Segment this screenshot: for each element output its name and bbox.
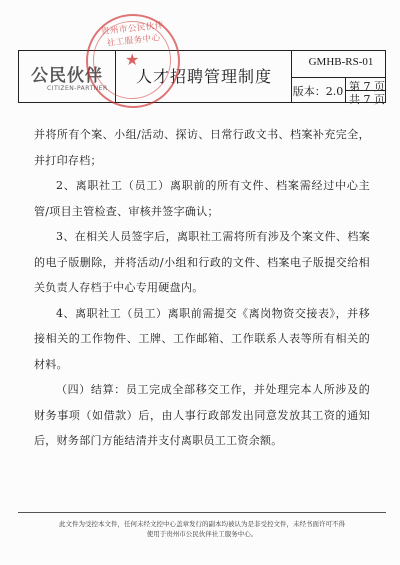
footer-line-1: 此文件为受控本文件，任何未经文控中心盖章发行的副本均被认为是非受控文件，未经书面许可不得: [59, 520, 345, 528]
paragraph-4: 4、离职社工（员工）离职前需提交《离岗物资交接表》，并移接相关的工作物件、工牌、工作邮箱、工作联系人表等所有相关的材料。: [34, 306, 370, 371]
paragraph-3: 3、在相关人员签字后，离职社工需将所有涉及个案文件、档案的电子版删除，并将活动/小组和行政的文件、档案电子版提交给相关负责人存档于中心专用硬盘内。: [34, 230, 370, 294]
logo-subtext: CITIZEN-PARTNER: [47, 85, 108, 92]
seal-text: 贵州市公民伙伴社工服务中心: [100, 20, 165, 49]
document-body: [34, 122, 370, 454]
paragraph-continuation: 并将所有个案、小组/活动、探访、日常行政文书、档案补充完全，并打印存档；: [34, 128, 370, 167]
header-table: [18, 50, 386, 106]
official-seal: [86, 14, 180, 108]
logo-text: 公民伙伴: [31, 66, 103, 86]
seal-star-icon: ★: [125, 50, 140, 69]
footer-note: [18, 512, 386, 539]
version-label: 版本：2.0: [292, 85, 344, 98]
page-current: 第 7 页: [349, 80, 385, 93]
footer-line-2: 使用于贵州市公民伙伴社工服务中心。: [146, 530, 258, 538]
document-title: 人才招聘管理制度: [135, 67, 272, 86]
paragraph-settlement: （四）结算：员工完成全部移交工作，并处理完本人所涉及的财务事项（如借款）后，由人事行政部发出同意发放其工资的通知后，财务部门方能结清并支付离职员工工资余额。: [34, 383, 370, 447]
document-code: GMHB-RS-01: [308, 56, 374, 68]
page-total: 共 7 页: [349, 93, 385, 106]
paragraph-2: 2、离职社工（员工）离职前的所有文件、档案需经过中心主管/项目主管检查、审核并签字确认；: [34, 179, 370, 218]
